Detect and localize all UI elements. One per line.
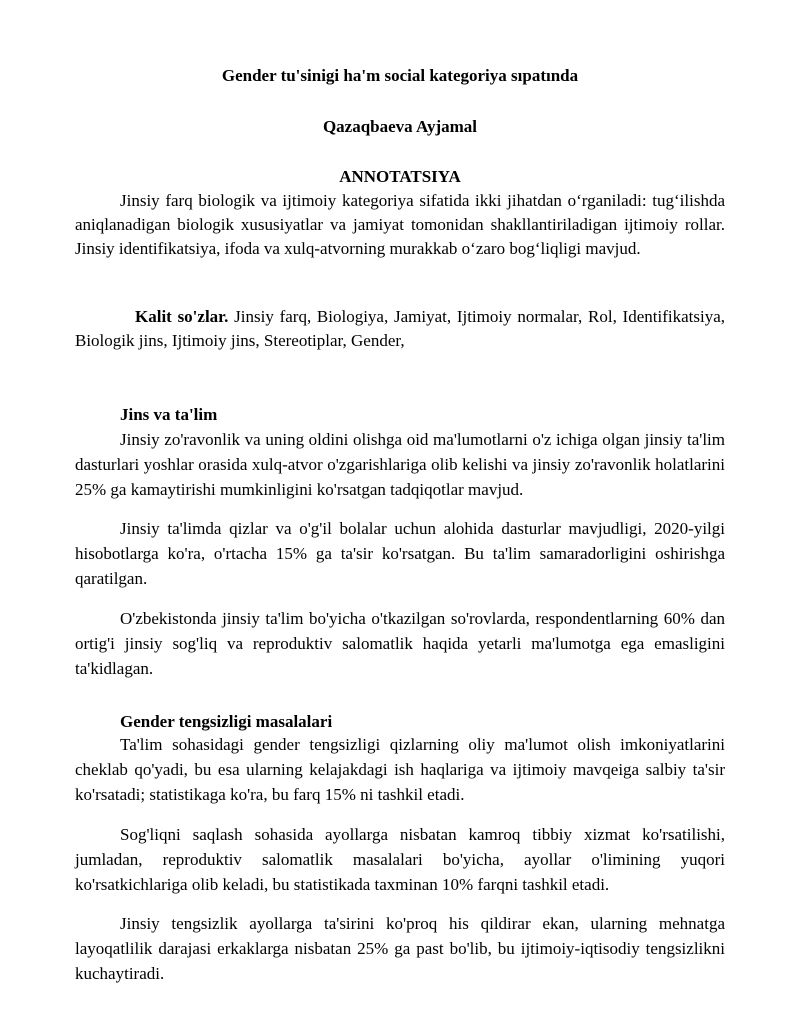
annotation-paragraph: Jinsiy farq biologik va ijtimoiy kategoriya sifatida ikki jihatdan o‘rganiladi: tug‘ilishda aniqlanadigan biologik xususiyatlar va jamiyat tomonidan shakllantiriladigan ijtimoiy rollar. Jinsiy identifikatsiya, ifoda va xulq-atvorning murakkab o‘zaro bog‘liqligi mavjud. (75, 191, 725, 258)
section1-paragraph-1: Jinsiy zo'ravonlik va uning oldini olishga oid ma'lumotlarni o'z ichiga olgan jinsiy ta'lim dasturlari yoshlar orasida xulq-atvor o'zgarishlariga olib kelishi va jinsiy zo'ravonlik holatlarini 25% ga kamaytirishi mumkinligini ko'rsatgan tadqiqotlar mavjud. (75, 430, 725, 499)
section2-paragraph-3: Jinsiy tengsizlik ayollarga ta'sirini ko'proq his qildirar ekan, ularning mehnatga layoqatlilik darajasi erkaklarga nisbatan 25% ga past bo'lib, bu ijtimoiy-iqtisodiy tengsizlikni kuchaytiradi. (75, 914, 725, 983)
keywords-paragraph (75, 305, 725, 353)
section2-paragraph-1: Ta'lim sohasidagi gender tengsizligi qizlarning oliy ma'lumot olish imkoniyatlarini cheklab qo'yadi, bu esa ularning kelajakdagi ish haqlariga va ijtimoiy mavqeiga salbiy ta'sir ko'rsatadi; statistikaga ko'ra, bu farq 15% ni tashkil etadi. (75, 735, 725, 804)
section1-paragraph-2: Jinsiy ta'limda qizlar va o'g'il bolalar uchun alohida dasturlar mavjudligi, 2020-yilgi hisobotlarga ko'ra, o'rtacha 15% ga ta'sir ko'rsatgan. Bu ta'lim samaradorligini oshirishga qaratilgan. (75, 519, 725, 588)
annotation-heading: ANNOTATSIYA (339, 167, 461, 186)
section2-paragraph-2: Sog'liqni saqlash sohasida ayollarga nisbatan kamroq tibbiy xizmat ko'rsatilishi, jumladan, reproduktiv salomatlik masalalari bo'yicha, ayollar o'limining yuqori ko'rsatkichlariga olib keladi, bu statistikada taxminan 10% farqni tashkil etadi. (75, 825, 725, 894)
section-heading-gender-inequality: Gender tengsizligi masalalari (120, 712, 333, 731)
keywords-label: Kalit so'zlar. (135, 307, 229, 326)
section1-paragraph-3: O'zbekistonda jinsiy ta'lim bo'yicha o'tkazilgan so'rovlarda, respondentlarning 60% dan ortig'i jinsiy sog'liq va reproduktiv salomatlik haqida yetarli ma'lumotga ega emasligini ta'kidlagan. (75, 609, 725, 678)
document-title: Gender tu'sinigi ha'm social kategoriya sıpatında (221, 66, 579, 85)
section-heading-sex-education: Jins va ta'lim (120, 405, 218, 424)
author-name: Qazaqbaeva Ayjamal (322, 117, 478, 136)
keywords-text: Jinsiy farq, Biologiya, Jamiyat, Ijtimoiy normalar, Rol, Identifikatsiya, Biologik jins, Ijtimoiy jins, Stereotiplar, Gender, (75, 307, 725, 350)
